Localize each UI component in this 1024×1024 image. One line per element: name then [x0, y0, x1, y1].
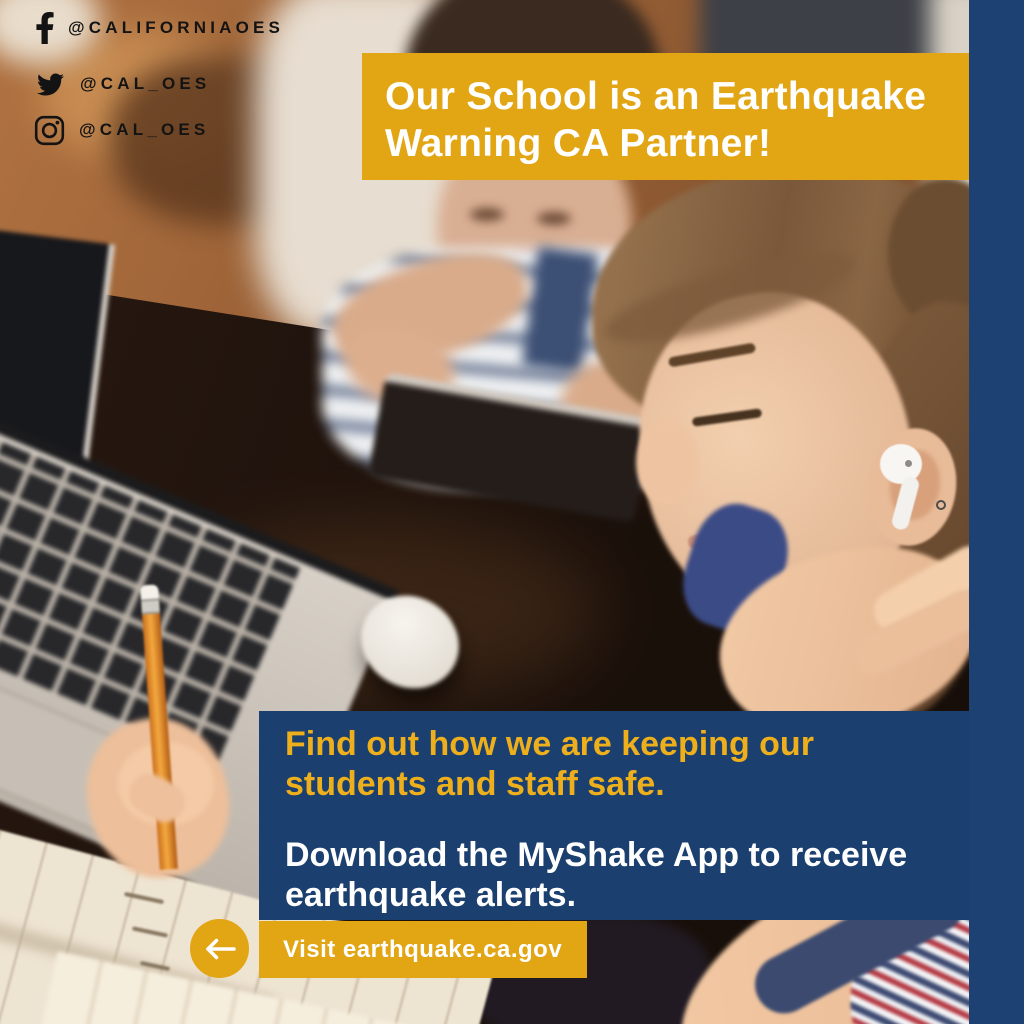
- cta-label: Visit earthquake.ca.gov: [283, 936, 563, 963]
- banner-line-1: Our School is an Earthquake: [385, 75, 927, 118]
- social-handle-label: @CAL_OES: [79, 120, 210, 139]
- cta-link-bar[interactable]: [259, 921, 587, 978]
- social-handle-label: @CALIFORNIAOES: [68, 18, 285, 37]
- girl-nose: [636, 420, 698, 505]
- banner-line-2: Warning CA Partner!: [385, 122, 772, 165]
- highlight-line-1: Find out how we are keeping our: [285, 725, 814, 763]
- right-border-strip: [969, 0, 1024, 1024]
- highlight-line-2: students and staff safe.: [285, 765, 665, 803]
- airpod-mic-dot: [905, 460, 912, 467]
- body-line-2: earthquake alerts.: [285, 876, 577, 914]
- pencil-ferrule: [141, 598, 160, 614]
- earring: [936, 500, 946, 510]
- body-text-group: [285, 835, 951, 915]
- arrow-left-icon: [203, 937, 237, 961]
- social-handle-facebook[interactable]: [34, 18, 284, 38]
- back-arrow-button[interactable]: [190, 919, 249, 978]
- social-handle-label: @CAL_OES: [80, 74, 211, 93]
- boy-eye: [470, 208, 504, 221]
- social-handle-instagram[interactable]: [34, 120, 209, 140]
- partner-banner: [362, 53, 969, 180]
- boy-eye: [537, 212, 571, 225]
- social-handle-twitter[interactable]: [34, 74, 210, 94]
- body-line-1: Download the MyShake App to receive: [285, 836, 908, 874]
- message-box: [259, 711, 969, 920]
